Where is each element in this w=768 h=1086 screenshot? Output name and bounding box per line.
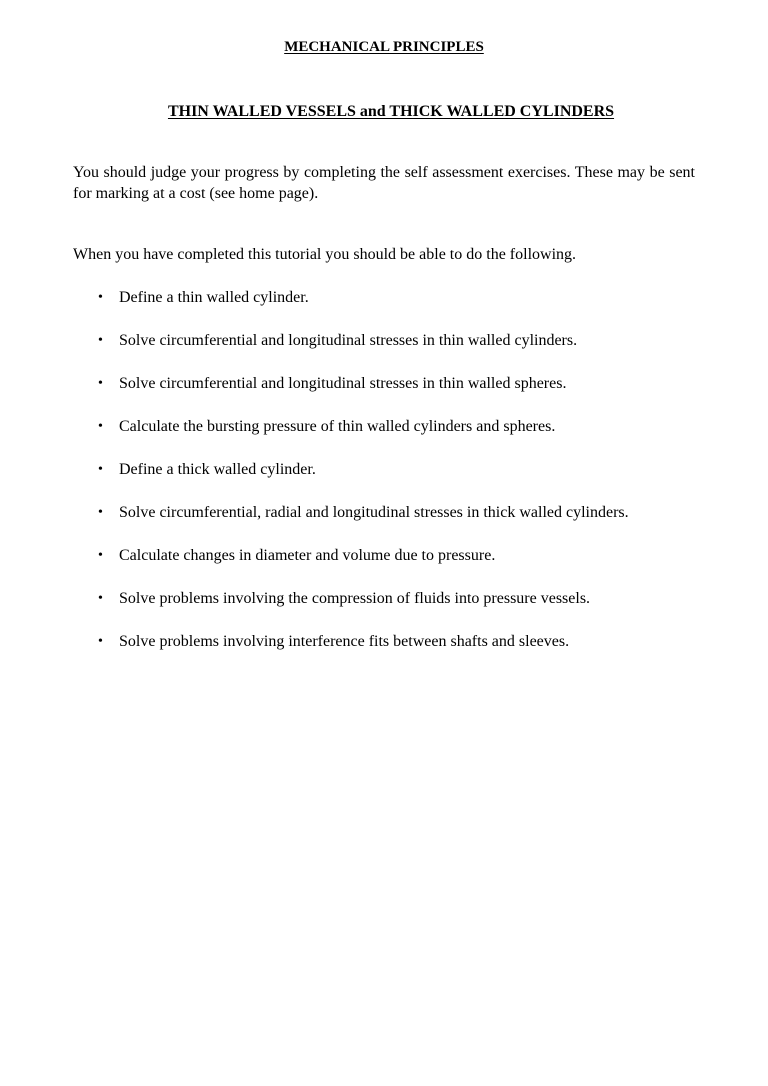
bullet-icon: •	[98, 548, 103, 563]
bullet-icon: •	[98, 419, 103, 434]
title-text: MECHANICAL PRINCIPLES	[284, 39, 484, 55]
bullet-icon: •	[98, 290, 103, 305]
objective-text: Define a thin walled cylinder.	[119, 289, 309, 306]
objective-text: Solve circumferential, radial and longitudinal stresses in thick walled cylinders.	[119, 504, 629, 521]
bullet-icon: •	[98, 333, 103, 348]
page-title	[0, 37, 768, 57]
intro-paragraph: You should judge your progress by completing the self assessment exercises. These may be sent for marking at a cost (see home page).	[73, 164, 695, 202]
subtitle-text: THIN WALLED VESSELS and THICK WALLED CYLINDERS	[167, 103, 615, 120]
bullet-icon: •	[98, 634, 103, 649]
bullet-icon: •	[98, 376, 103, 391]
page-subtitle	[0, 102, 768, 122]
bullet-icon: •	[98, 505, 103, 520]
objective-text: Solve problems involving interference fits between shafts and sleeves.	[119, 633, 570, 650]
bullet-icon: •	[98, 462, 103, 477]
objective-text: Define a thick walled cylinder.	[119, 461, 316, 478]
objective-text: Solve circumferential and longitudinal stresses in thin walled cylinders.	[119, 332, 578, 349]
objective-text: Solve problems involving the compression of fluids into pressure vessels.	[119, 590, 591, 607]
objective-text: Solve circumferential and longitudinal stresses in thin walled spheres.	[119, 375, 567, 392]
lead-in-paragraph: When you have completed this tutorial you should be able to do the following.	[73, 246, 577, 263]
objective-text: Calculate the bursting pressure of thin walled cylinders and spheres.	[119, 418, 556, 435]
bullet-icon: •	[98, 591, 103, 606]
objective-text: Calculate changes in diameter and volume due to pressure.	[119, 547, 496, 564]
